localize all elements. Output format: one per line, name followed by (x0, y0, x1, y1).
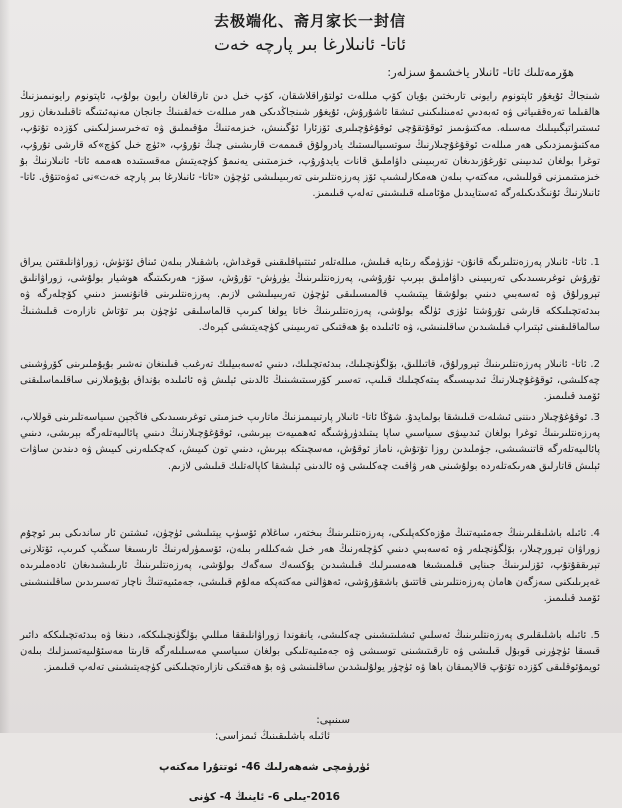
paragraph-4: 4. ئائىلە باشلىقلىرىنىڭ جەمئىيەتنىڭ مۇزەككەپلىكى، پەرزەنتلىرىنىڭ بىختەر، ساغلام ئۆسۈپ يېتىلىشى ئۈچۈن، ئىشتىن ئار ساندىكى بىر ئوچۇم زوراۋان تېرورچىلار، بۆلگۈنچىلەر ۋە ئەسەبىي دىنىي كۈچلەرنىڭ ھەر خىل شەكىللەر بىلەن، ئۆسمۈرلەرنىڭ ئارىسىغا سىڭىپ كىرىپ، ئۆتلارنى تېرىققۇتۇپ، ئۆزلىرىنىڭ جىنايى قىلمىشىغا ھەمسىرلىك قىلىشىدىن يۇكسەك سەگەك بولۇشى، پەرزەنتلىرىنىڭ ئارىلىشىدىغان ئادەملىرىدە غەيرىلىكنى سەزگەن ھامان پەرزەنتلىرىنى قاتتىق باشقۇرۇشى، ئەھۋالنى مەكتەپكە مەلۇم قىلىشى، جەمئىيەتنىڭ ناچار تەسىرىدىن ساقلىنىشىنى ئۆمىد قىلىمىز. (20, 528, 600, 604)
school-name: ئۈرۈمچى شەھەرلىك 46- ئوتتۇرا مەكتەپ (159, 761, 370, 773)
parent-signature-label: ئائىلە باشلىقىنىڭ ئىمزاسى: (214, 730, 330, 742)
signoff-block (20, 712, 600, 808)
paragraph-3: 3. ئوقۇغۇچىلار دىننى ئىشلەت قىلىشقا بولمايدۇ. شۇڭا ئاتا- ئانىلار پارتىيىمىزنىڭ ماتارىپ خىزمىتى توغرىسىدىكى فاڭجېن سىياسەتلىرىنى قوللاپ، پەرزەنتلىرىنىڭ توغرا بولغان ئىدىيىۋى سىياسىي ساپا يىتىلدۈرۈشىگە ئەھمىيەت بېرىشى، ئوقۇغۇچىلارنىڭ دىنىي پائالىيەتلەرگە بېرىشى، دىنىي پائالىيەتلەرگە قاتنىشىشى، جۈملىدىن روزا تۇتۇش، ناماز ئوقۇش، مەسچىتكە بېرىش، دىنىي تون كىيىش، كەچكىلەرنى كىيىش ۋە دىندىن ساۋات ئېلىش قاتارلىق ھەرىكەتلەردە بولۇشىنى ھەر ۋاقىت چەكلىشى ۋە ئالدىنى ئېلىشقا كاپالەتلىك قىلىشى لازىم. (20, 412, 600, 472)
page-edge-shadow (0, 0, 10, 733)
paragraph-2: 2. ئاتا- ئانىلار پەرزەنتلىرىنىڭ تېرورلۇق، قاتىللىق، بۆلگۈنچىلىك، بىدئەتچىلىك، دىنىي ئەسەبىيلىك تەرغىب قىلىنغان نەشىر بۇيۇملىرىنى كۆرۈشىنى چەكلىشى، ئوقۇغۇچىلارنىڭ ئىدىيىسىگە يىتەكچىلىك قىلىپ، تەسىر كۆرسىتىشىنىڭ ئالدىنى ئېلىش ۋە ئائىلىدە بۇنداق بۇيۇملارنى ساقلىماسلىقنى ئۆمىد قىلىمىز. (20, 359, 600, 403)
letter-date: 2016-يىلى 6- ئاينىڭ 4- كۈنى (188, 791, 340, 803)
paragraph-1: 1. ئاتا- ئانىلار پەرزەنتلىرىگە قانۇن- تۈزۈمگە رىئايە قىلىش، مىللەتلەر ئىتتىپاقلىقىنى قوغداش، باشقىلار بىلەن ئىناق ئۆتۈش، زوراۋانلىقتىن يىراق تۇرۇش توغرىسىدىكى تەربىيىنى داۋاملىق بېرىپ تۇرۇشى، پەرزەنتلىرىنىڭ يۈرۈش- تۇرۇش، سۆز- ھەرىكىتىگە ھوشيار بولۇشى، زوراۋانلىق تېرورلۇق ۋە ئەسەبىي دىنىي بولۇشقا يېتىشىپ قالمىسىلىقى ئۈچۈن تەربىيىلىشى لازىم. پەرزەنتلىرىنى قانۇنسىز دىنىي كۆچلەرگە ۋە بىدئەتچىلىككە قارشى تۇرۇشتا ئۈزى ئۈلگە بولۇشى، پەرزەنتلىرىنىڭ خاتا يولغا كىرىپ قالماسلىقى ئۈچۈن بىر تۇتاش نازارەت قىلىشنىڭ سالماقلىقىنى ئېتىراپ قىلىشىدىن ساقلىنىشى، ۋە ئائىلىدە بۇ ھەقتىكى تەربىيىنى كۈچەيتىشى كېرەك. (20, 257, 600, 333)
paragraph-5: 5. ئائىلە باشلىقلىرى پەرزەنتلىرىنىڭ ئەسلىي ئىشلىتىشىنى چەكلىشى، يانفوندا زوراۋانلىققا مىللىي بۆلگۈنچىلىككە، دىنغا ۋە بىدئەتچىلىككە دائىر قىسقا ئۈچۈرنى قوبۇل قىلىشى ۋە تارقىتىشىنى توسىشى ۋە جەمئىيەتلىكى بولغان سىياسىي مەسىلىلەرگە قارىتا مەسئۇلىيەتسىزلىك بىلەن ئويمۇئوقلىقى كۆزدە تۇتۇپ قالايمىقان باھا ۋە ئۈچۈر يولۇلىشدىن ساقلىنىشى ۋە بۇ ھەقتىكى نازارەتچىلىكنى كۈچەيتىشىنى تەلەپ قىلىمىز. (20, 630, 600, 674)
uyghur-title: ئاتا- ئانىلارغا بىر پارچە خەت (214, 35, 406, 55)
chinese-title: 去极端化、斋月家长一封信 (213, 12, 406, 30)
intro-paragraph: شىنجاڭ ئۇيغۇر ئاپتونوم رايونى تارىختىن بۇيان كۆپ مىللەت ئولتۇراقلاشقان، كۆپ خىل دىن تارقالغان رايون بولۇپ، ئاپتونوم رايونىمىزنىڭ ھالقىلما تەرەققىياتى ۋە ئەبەدىي ئەمىنلىكىنى ئىشقا ئاشۇرۇش، ئۇيغۇر شىنجاڭدىكى ھەر مىللەت خەلقىنىڭ جانجان مەنپەئىتىگە تاقىلىدىغان زور ئىستىراتېگىيىلىك مەسىلە. مەكتىۋىمىز ئوقۇتقۇچى ئوقۇغۇچىلىرى ئۆزئارا ئۆگىنىش، خىزمەتنىڭ مۇقىملىق ۋە تەخىرسىزلىكىنى كۆزدە تۇتۇپ، مەكتىۋىمىزدىكى ھەر مىللەت ئوقۇغۇچىلارنىڭ سوتسىيالىستىك يادرولۇق قىممەت قارىشىنى چىڭ تۇرۇپ، «ئۈچ خىل كۈچ»كە قارشى تۇرۇپ، توغرا بولغان ئىدىيىنى تۇرغۇزىدىغان تەربىيىنى داۋاملىق قانات يايدۇرۇپ، خىزمىتىنى يەنىمۇ كۈچەيتىش مەقسىتىدە ھەممە ئاتا- ئانىلارنىڭ بۇ خىزمىتىمىزنى قوللىشى، مەكتەپ بىلەن ھەمكارلىشىپ ئۆز پەرزەنتلىرىنى تەربىيىلىشى ئۈچۈن «ئاتا- ئانىلارغا بىر پارچە خەت»نى ئەۋەتتۇق. ئاتا- ئانىلارنىڭ ئۇنىڭدىكىلەرگە ئەستايىدىل مۇئامىلە قىلىشىنى تەلەپ قىلىمىز. (20, 91, 600, 200)
salutation: ھۆرمەتلىك ئاتا- ئانىلار ياخشىمۇ سىزلەر: (387, 65, 574, 79)
class-label: سىنىپى: (316, 714, 350, 726)
